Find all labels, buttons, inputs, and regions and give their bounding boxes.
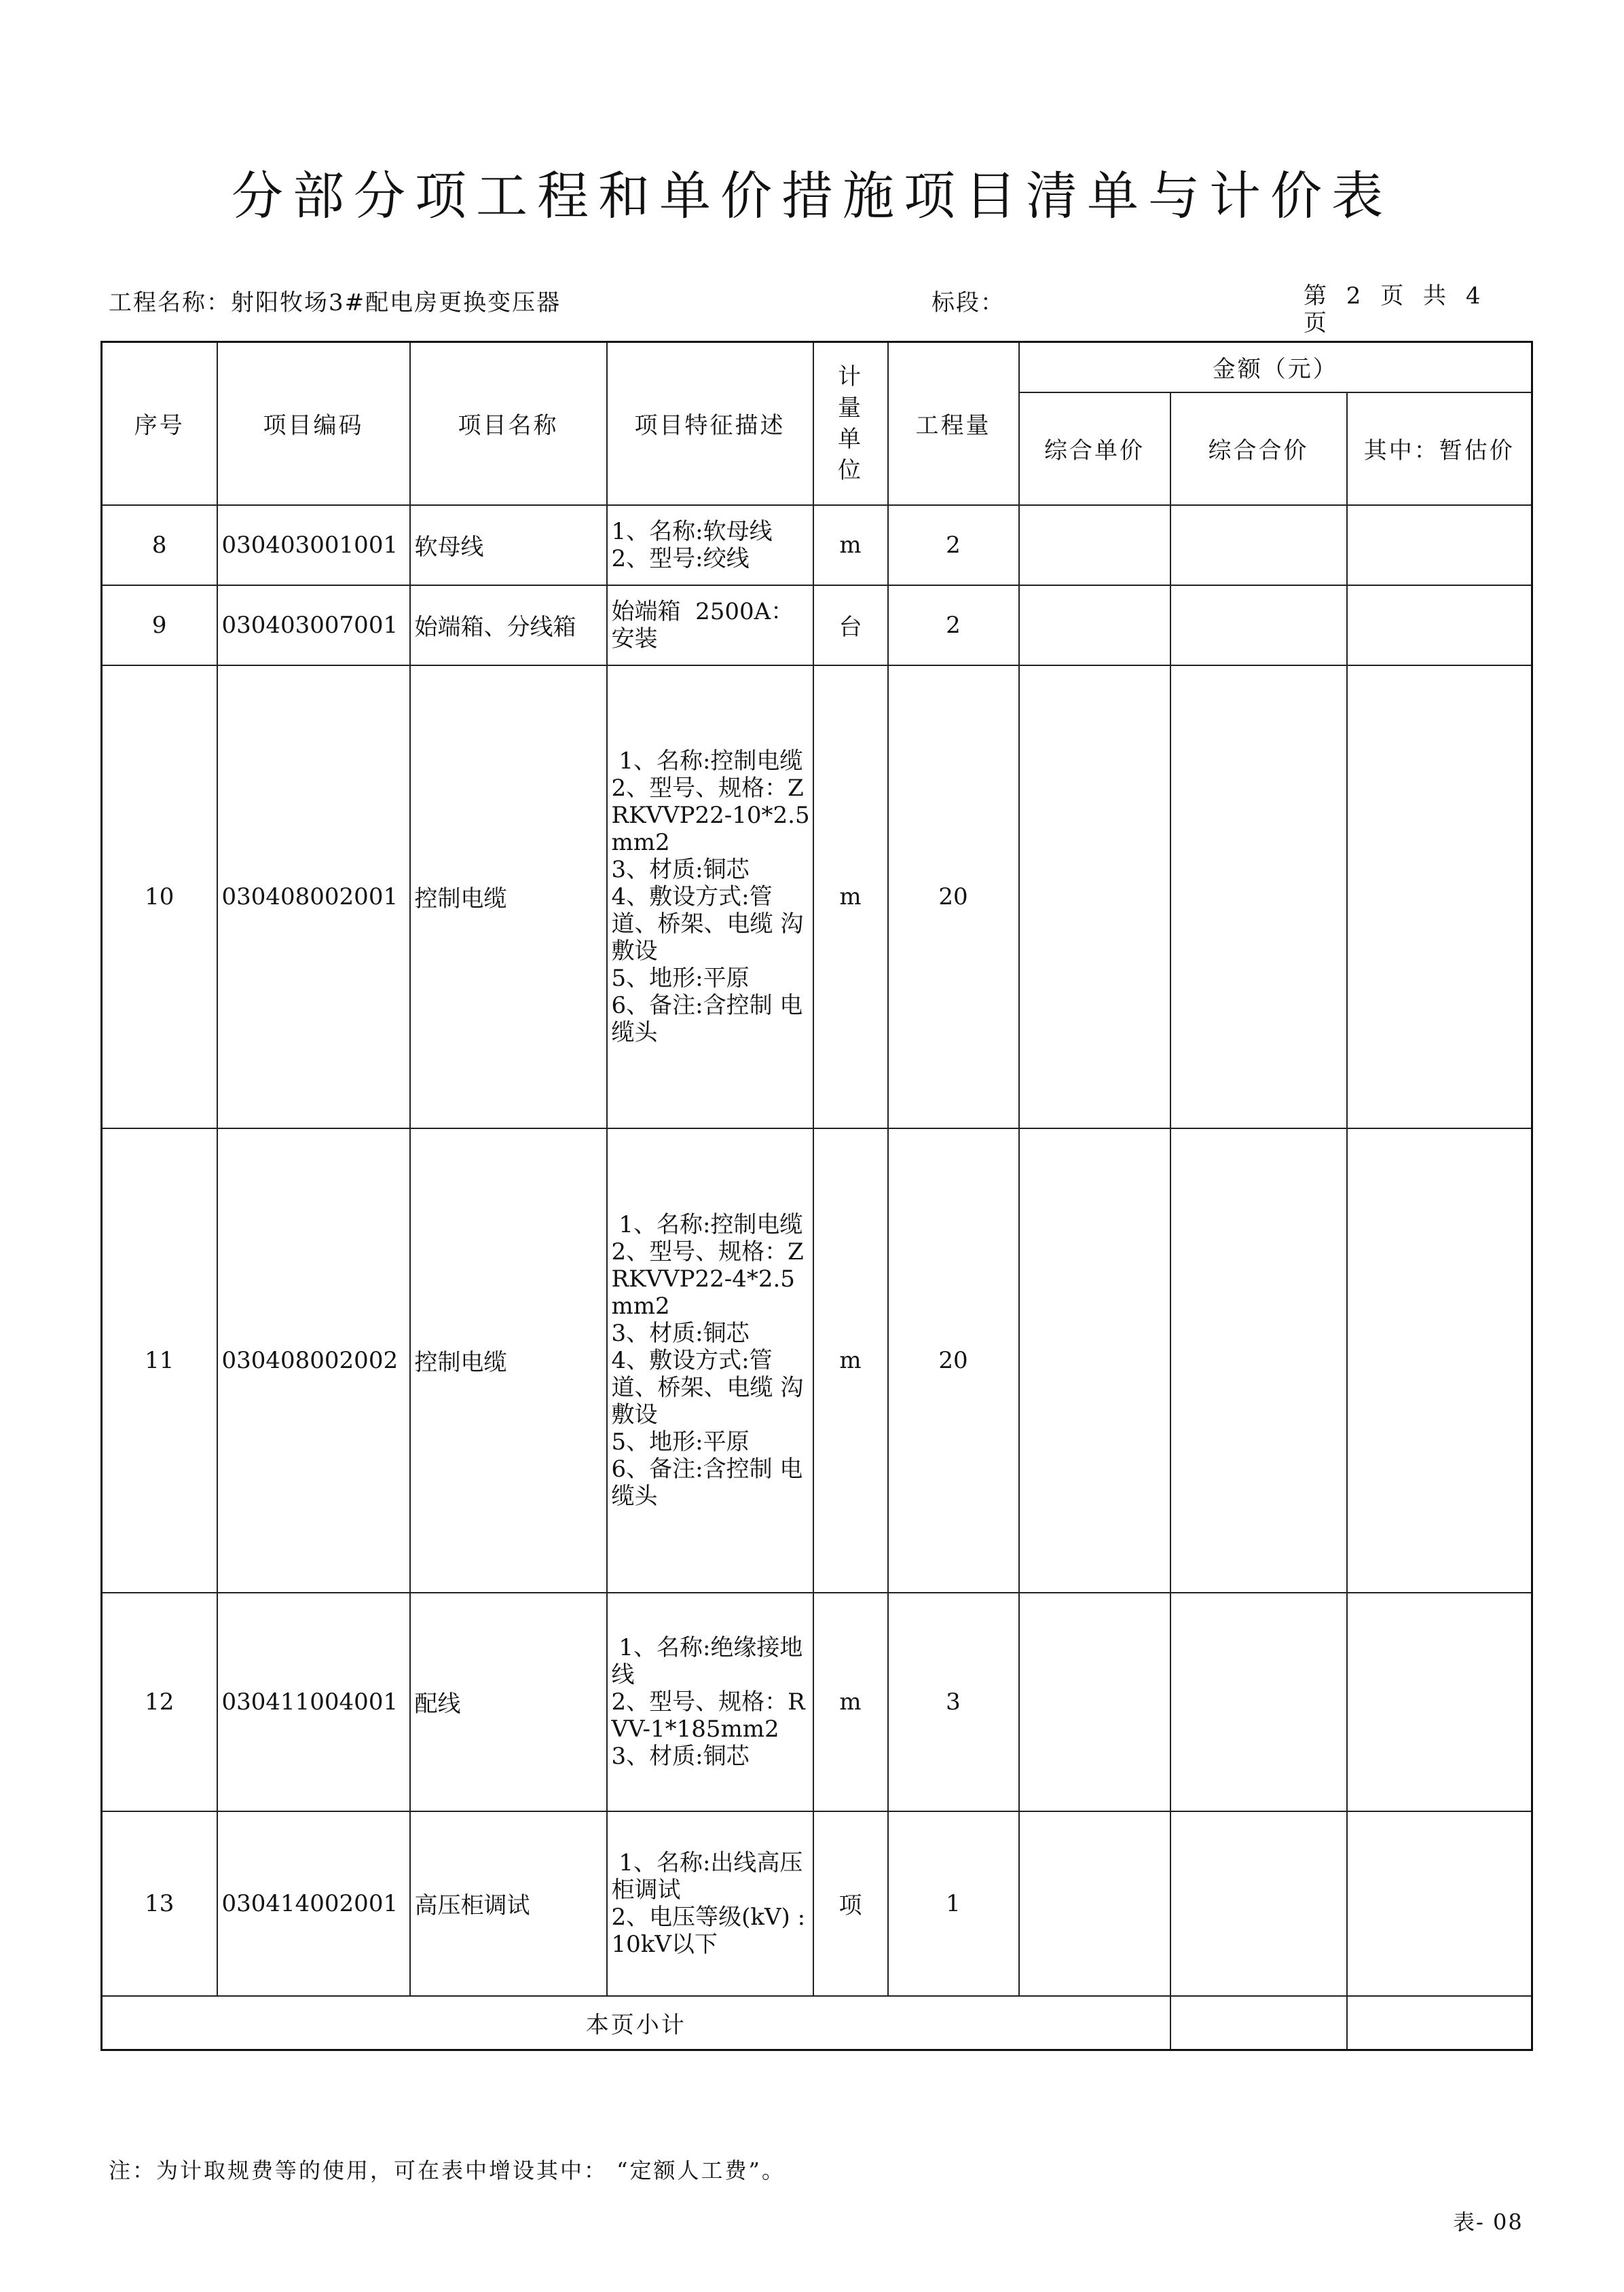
subtotal-label: 本页小计 xyxy=(102,1996,1170,2050)
header-unit-label: 计量单位 xyxy=(838,363,863,484)
row-seq: 10 xyxy=(102,665,217,1128)
row-qty: 1 xyxy=(888,1811,1019,1996)
row-unit: m xyxy=(813,1128,888,1593)
row-name: 配线 xyxy=(410,1593,607,1811)
row-provisional xyxy=(1347,505,1532,585)
row-desc: 始端箱 2500A： 安装 xyxy=(607,585,813,665)
row-name: 控制电缆 xyxy=(410,665,607,1128)
row-seq: 8 xyxy=(102,505,217,585)
row-name: 始端箱、分线箱 xyxy=(410,585,607,665)
row-name: 控制电缆 xyxy=(410,1128,607,1593)
row-qty: 20 xyxy=(888,1128,1019,1593)
table-row xyxy=(102,1593,1532,1811)
row-provisional xyxy=(1347,1811,1532,1996)
header-code: 项目编码 xyxy=(217,342,410,505)
row-total-price xyxy=(1170,1593,1347,1811)
row-unit: 项 xyxy=(813,1811,888,1996)
row-total-price xyxy=(1170,505,1347,585)
row-code: 030403007001 xyxy=(217,585,410,665)
row-unit-price xyxy=(1019,1811,1170,1996)
row-unit: m xyxy=(813,505,888,585)
row-total-price xyxy=(1170,665,1347,1128)
form-id: 表- 08 xyxy=(1453,2209,1524,2235)
header-seq: 序号 xyxy=(102,342,217,505)
row-seq: 11 xyxy=(102,1128,217,1593)
row-total-price xyxy=(1170,585,1347,665)
row-unit-price xyxy=(1019,585,1170,665)
row-unit-price xyxy=(1019,1128,1170,1593)
row-total-price xyxy=(1170,1811,1347,1996)
row-unit-price xyxy=(1019,665,1170,1128)
row-name: 高压柜调试 xyxy=(410,1811,607,1996)
table-row xyxy=(102,505,1532,585)
row-name: 软母线 xyxy=(410,505,607,585)
header-unit-price: 综合单价 xyxy=(1019,392,1170,505)
table-row xyxy=(102,1811,1532,1996)
row-total-price xyxy=(1170,1128,1347,1593)
page-info: 第 2 页 共 4 页 xyxy=(1304,282,1482,337)
header-desc: 项目特征描述 xyxy=(607,342,813,505)
row-provisional xyxy=(1347,1128,1532,1593)
header-qty: 工程量 xyxy=(888,342,1019,505)
row-desc: 1、名称:出线高压柜调试 2、电压等级(kV) :10kV以下 xyxy=(607,1811,813,1996)
row-qty: 20 xyxy=(888,665,1019,1128)
header-total-price: 综合合价 xyxy=(1170,392,1347,505)
row-unit: m xyxy=(813,665,888,1128)
table-row xyxy=(102,1128,1532,1593)
row-desc: 1、名称:控制电缆 2、型号、规格：ZRKVVP22-10*2.5mm2 3、材质:铜芯 4、敷设方式:管 道、桥架、电缆 沟敷设 5、地形:平原 6、备注:含控制 电缆头 xyxy=(607,665,813,1128)
row-qty: 2 xyxy=(888,505,1019,585)
row-desc: 1、名称:控制电缆 2、型号、规格：ZRKVVP22-4*2.5mm2 3、材质:铜芯 4、敷设方式:管 道、桥架、电缆 沟敷设 5、地形:平原 6、备注:含控制 电缆头 xyxy=(607,1128,813,1593)
subtotal-row xyxy=(102,1996,1532,2050)
row-seq: 13 xyxy=(102,1811,217,1996)
subtotal-total-price xyxy=(1170,1996,1347,2050)
row-unit: 台 xyxy=(813,585,888,665)
header-name: 项目名称 xyxy=(410,342,607,505)
row-provisional xyxy=(1347,665,1532,1128)
row-desc: 1、名称:绝缘接地线 2、型号、规格：RVV-1*185mm2 3、材质:铜芯 xyxy=(607,1593,813,1811)
row-provisional xyxy=(1347,585,1532,665)
page-title: 分部分项工程和单价措施项目清单与计价表 xyxy=(232,166,1392,226)
row-code: 030411004001 xyxy=(217,1593,410,1811)
header-amount: 金额（元） xyxy=(1019,342,1532,392)
header-provisional: 其中：暂估价 xyxy=(1347,392,1532,505)
header-unit xyxy=(813,342,888,505)
table-row xyxy=(102,665,1532,1128)
row-unit-price xyxy=(1019,1593,1170,1811)
row-seq: 9 xyxy=(102,585,217,665)
row-code: 030408002002 xyxy=(217,1128,410,1593)
row-desc: 1、名称:软母线 2、型号:绞线 xyxy=(607,505,813,585)
row-code: 030408002001 xyxy=(217,665,410,1128)
header-row-1 xyxy=(102,342,1532,392)
row-code: 030403001001 xyxy=(217,505,410,585)
footer-note: 注：为计取规费等的使用，可在表中增设其中： “定额人工费”。 xyxy=(109,2158,786,2183)
row-unit: m xyxy=(813,1593,888,1811)
project-name: 工程名称：射阳牧场3#配电房更换变压器 xyxy=(109,289,561,316)
section-label: 标段： xyxy=(931,289,1005,316)
subtotal-provisional xyxy=(1347,1996,1532,2050)
row-qty: 3 xyxy=(888,1593,1019,1811)
row-qty: 2 xyxy=(888,585,1019,665)
table-row xyxy=(102,585,1532,665)
row-seq: 12 xyxy=(102,1593,217,1811)
row-provisional xyxy=(1347,1593,1532,1811)
bill-table xyxy=(100,341,1533,2051)
row-code: 030414002001 xyxy=(217,1811,410,1996)
row-unit-price xyxy=(1019,505,1170,585)
